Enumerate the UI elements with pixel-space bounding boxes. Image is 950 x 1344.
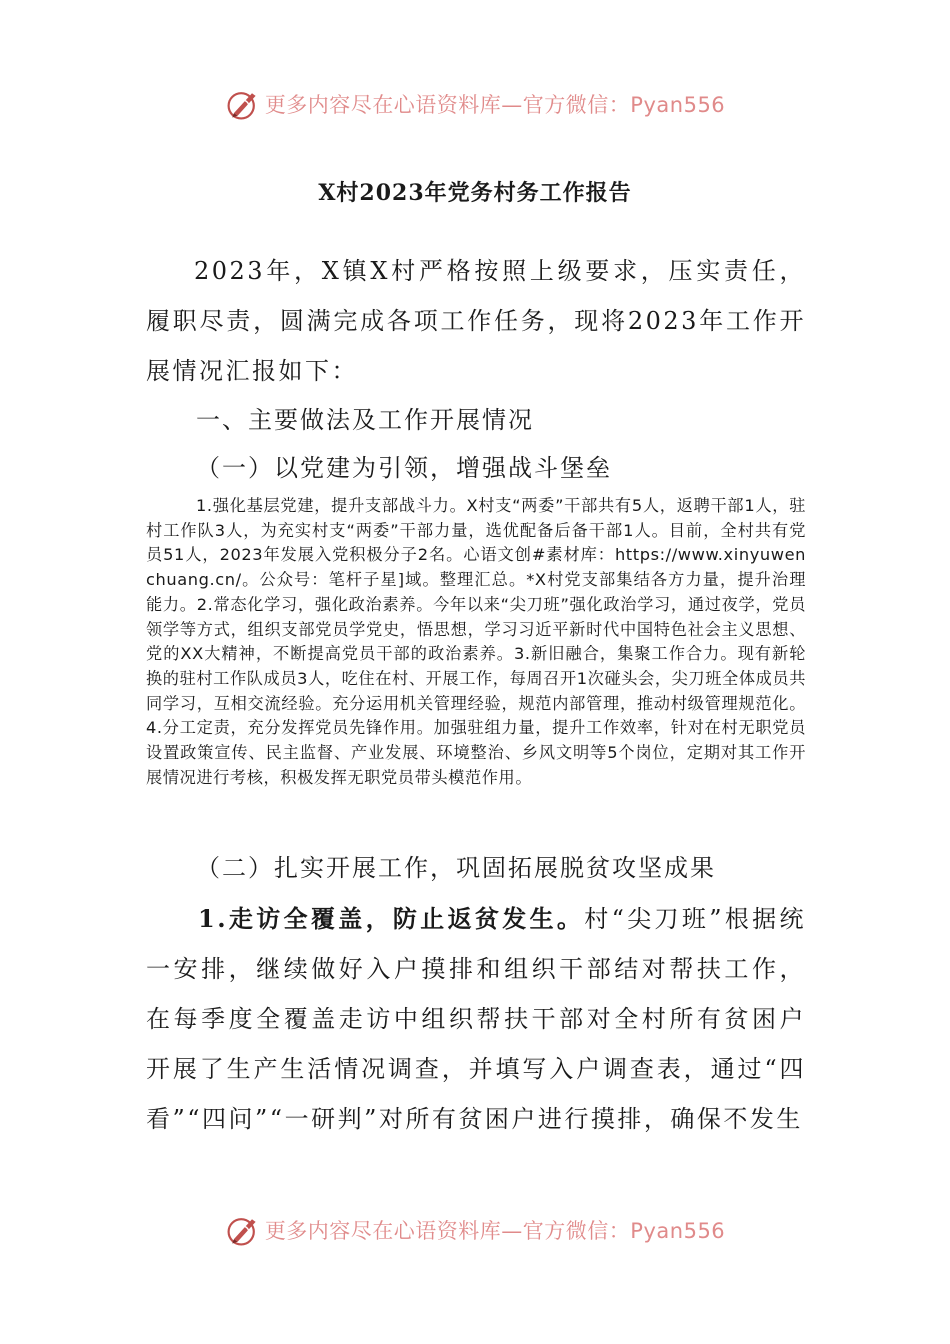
intro-paragraph: 2023年，X镇X村严格按照上级要求，压实责任，履职尽责，圆满完成各项工作任务，现将2023年工作开展情况汇报如下： bbox=[146, 257, 806, 385]
visit-lead-sentence: 1.走访全覆盖，防止返贫发生。 bbox=[198, 904, 585, 933]
watermark-text: 更多内容尽在心语资料库—官方微信：Pyan556 bbox=[264, 93, 726, 117]
subsection-heading-1: （一）以党建为引领，增强战斗堡垒 bbox=[196, 454, 612, 482]
section-heading-1: 一、主要做法及工作开展情况 bbox=[196, 406, 534, 434]
visit-paragraph bbox=[146, 894, 806, 1144]
pen-circle-logo-icon bbox=[225, 86, 261, 122]
header-watermark-banner bbox=[0, 82, 950, 126]
subsection-heading-2: （二）扎实开展工作，巩固拓展脱贫攻坚成果 bbox=[196, 854, 716, 882]
document-title: X村2023年党务村务工作报告 bbox=[318, 180, 632, 206]
visit-body-text: 村“尖刀班”根据统一安排，继续做好入户摸排和组织干部结对帮扶工作，在每季度全覆盖走访中组织帮扶干部对全村所有贫困户开展了生产生活情况调查，并填写入户调查表，通过“四看”“四问”“一研判”对所有贫困户进行摸排，确保不发生 bbox=[146, 905, 806, 1133]
watermark-text: 更多内容尽在心语资料库—官方微信：Pyan556 bbox=[264, 1219, 726, 1243]
party-building-paragraph: 1.强化基层党建，提升支部战斗力。X村支“两委”干部共有5人，返聘干部1人，驻村工作队3人，为充实村支“两委”干部力量，选优配备后备干部1人。目前，全村共有党员51人，2023年发展入党积极分子2名。心语文创#素材库：https://www.xinyuwenchuang.cn/。公众号：笔杆子星]域。整理汇总。*X村党支部集结各方力量，提升治理能力。2.常态化学习，强化政治素养。今年以来“尖刀班”强化政治学习，通过夜学，党员领学等方式，组织支部党员学党史，悟思想，学习习近平新时代中国特色社会主义思想、党的XX大精神，不断提高党员干部的政治素养。3.新旧融合，集聚工作合力。现有新轮换的驻村工作队成员3人，吃住在村、开展工作，每周召开1次碰头会，尖刀班全体成员共同学习，互相交流经验。充分运用机关管理经验，规范内部管理，推动村级管理规范化。4.分工定责，充分发挥党员先锋作用。加强驻组力量，提升工作效率，针对在村无职党员设置政策宣传、民主监督、产业发展、环境整治、乡风文明等5个岗位，定期对其工作开展情况进行考核，积极发挥无职党员带头模范作用。 bbox=[146, 496, 806, 787]
pen-circle-logo-icon bbox=[225, 1212, 261, 1248]
footer-watermark-banner bbox=[0, 1208, 950, 1252]
